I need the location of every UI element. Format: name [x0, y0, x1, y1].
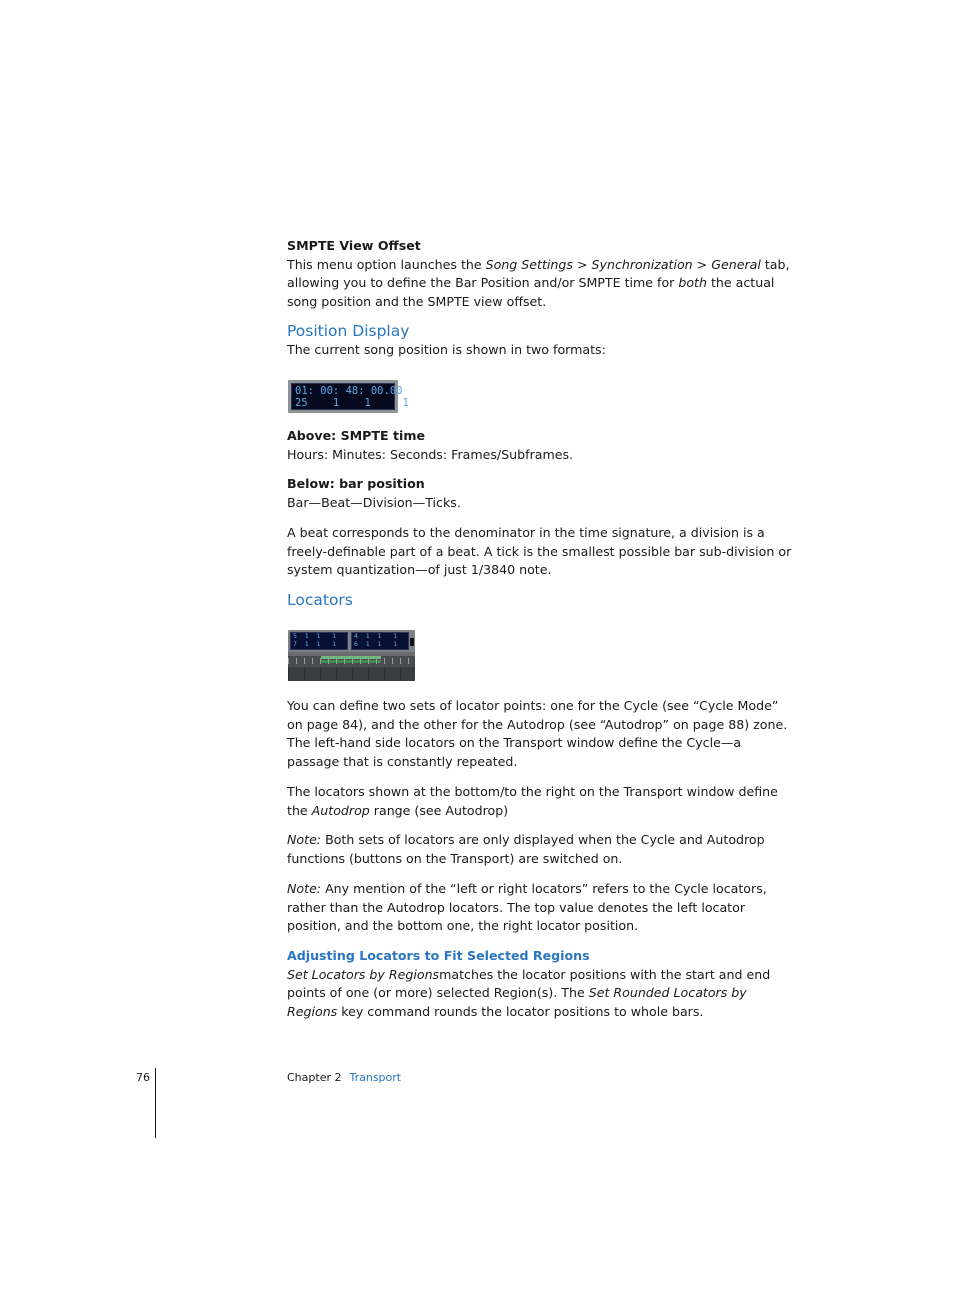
footer-divider [155, 1068, 156, 1138]
text-run: key command rounds the locator positions to whole bars. [337, 1003, 704, 1019]
beat-desc: A beat corresponds to the denominator in the time signature, a division is a freely-definable part of a beat. A tick is the smallest possible bar sub-division or system quantization—of just 1/3840 note. [287, 525, 792, 578]
locators-section [287, 590, 797, 610]
cycle-left-locator: 5 1 1 1 [293, 632, 337, 640]
above-desc: Hours: Minutes: Seconds: Frames/Subframes. [287, 446, 574, 462]
position-display-section [287, 321, 797, 360]
autodrop-right-locator: 6 1 1 1 [354, 639, 398, 648]
emphasis: both [678, 275, 707, 291]
adjusting-section [287, 947, 797, 1021]
text-run: This menu option launches the [287, 256, 486, 272]
bar-ruler [288, 652, 415, 681]
position-lcd [291, 383, 409, 410]
adjusting-desc [287, 966, 797, 1022]
below-term: Below: bar position [287, 476, 425, 491]
emphasis: Autodrop [311, 802, 370, 818]
note1 [287, 831, 797, 868]
note-label: Note: [287, 881, 322, 896]
below-desc: Bar—Beat—Division—Ticks. [287, 494, 461, 510]
note-text: Any mention of the “left or right locators” refers to the Cycle locators, rather than the Autodrop locators. The top value denotes the left locator position, and the bottom one, the right locator position. [287, 881, 767, 934]
menu-path: Song Settings > Synchronization > General [485, 256, 761, 272]
locators-heading: Locators [287, 591, 353, 609]
note2-block [287, 880, 797, 936]
note-text: Both sets of locators are only displayed when the Cycle and Autodrop functions (buttons on the Transport) are switched on. [287, 832, 765, 866]
above-definition [287, 427, 797, 464]
locators-widget [288, 630, 415, 681]
text-run: The locators shown at the bottom/to the right on the Transport window define the [287, 784, 778, 818]
smpte-view-offset-term: SMPTE View Offset [287, 238, 421, 253]
text-run: tab, allowing you to define the Bar Position and/or SMPTE time for [287, 256, 790, 291]
cycle-right-locator: 7 1 1 1 [293, 639, 337, 648]
locators-para2 [287, 783, 797, 820]
bar-position-readout: 25 1 1 1 [295, 397, 409, 409]
chapter-footer [287, 1070, 401, 1086]
command-name: Set Rounded Locators by Regions [287, 985, 747, 1019]
text-run: range (see Autodrop) [369, 802, 509, 818]
autodrop-locators-lcd [351, 632, 409, 650]
text-run: the actual song position and the SMPTE view offset. [287, 275, 775, 309]
chapter-label: Chapter 2 [287, 1071, 342, 1084]
autodrop-left-locator: 4 1 1 1 [354, 632, 398, 640]
scroll-handle-icon [410, 638, 414, 646]
smpte-view-offset-section [287, 237, 797, 311]
ruler-ticks [288, 658, 415, 664]
adjusting-heading: Adjusting Locators to Fit Selected Regions [287, 948, 590, 963]
chapter-title-link[interactable]: Transport [349, 1071, 402, 1084]
cycle-locators-lcd [290, 632, 348, 650]
arrange-lanes [288, 667, 415, 681]
locators-para1: You can define two sets of locator points: one for the Cycle (see “Cycle Mode” on page 84), and the other for the Autodrop (see “Autodrop” on page 88) zone. The left-hand side locators on the Transport window define the Cycle—a passage that is constantly repeated. [287, 698, 788, 769]
note1-block [287, 831, 797, 868]
command-name: Set Locators by Regions [287, 966, 440, 982]
locators-para2-block [287, 783, 797, 820]
above-term: Above: SMPTE time [287, 428, 425, 443]
note2 [287, 880, 797, 936]
position-display-widget [288, 380, 409, 413]
below-definition [287, 475, 797, 512]
note-label: Note: [287, 832, 322, 847]
locators-para1-block [287, 697, 797, 771]
page-number: 76 [136, 1071, 150, 1084]
text-run: matches the locator positions with the start and end points of one (or more) selected Region(s). The [287, 966, 771, 1001]
position-display-heading: Position Display [287, 322, 410, 340]
position-display-intro: The current song position is shown in two formats: [287, 342, 606, 357]
smpte-view-offset-desc [287, 256, 797, 312]
smpte-readout: 01: 00: 48: 00.00 [295, 385, 403, 397]
beat-paragraph [287, 524, 797, 580]
